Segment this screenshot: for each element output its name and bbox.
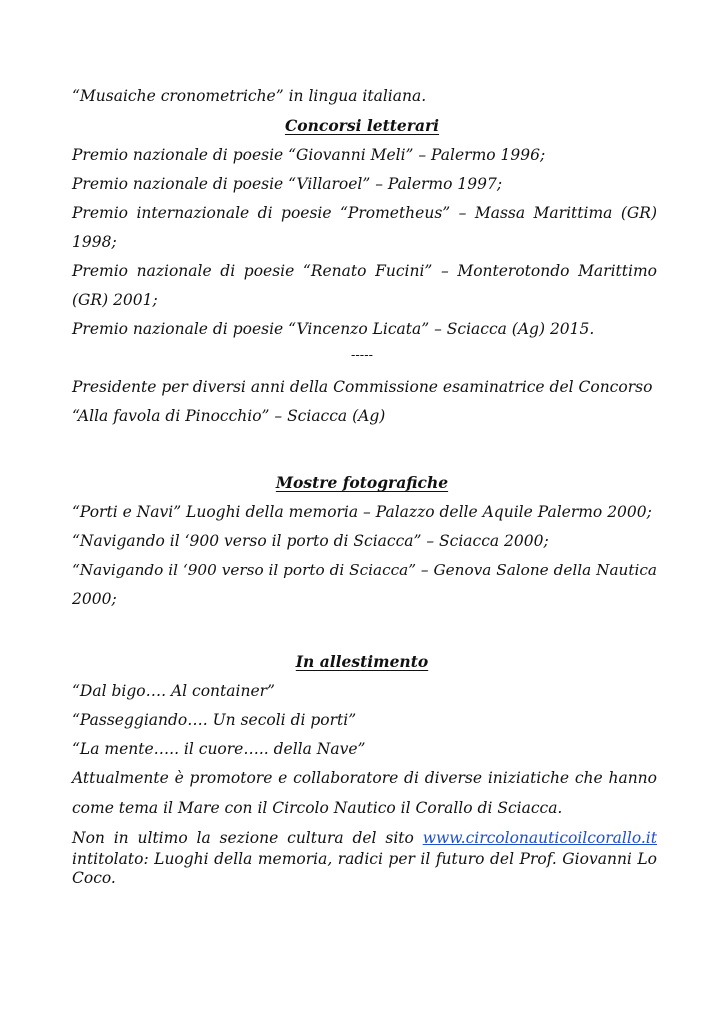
concorsi-line: Premio internazionale di poesie “Prometheus” – Massa Marittima (GR) <box>72 204 657 222</box>
allestimento-line: Attualmente è promotore e collaboratore di diverse iniziatiche che hanno <box>72 769 657 787</box>
president-line: Presidente per diversi anni della Commissione esaminatrice del Concorso <box>72 378 653 396</box>
section-title-concorsi: Concorsi letterari <box>284 116 440 135</box>
concorsi-line: Premio nazionale di poesie “Vincenzo Licata” – Sciacca (Ag) 2015. <box>72 320 595 338</box>
closing-line: Coco. <box>72 869 116 887</box>
concorsi-line: 1998; <box>72 233 117 251</box>
mostre-line: “Navigando il ‘900 verso il porto di Sciacca” – Genova Salone della Nautica <box>72 561 657 579</box>
closing-prefix: Non in ultimo la sezione cultura del sito <box>72 829 423 847</box>
mostre-line: “Porti e Navi” Luoghi della memoria – Palazzo delle Aquile Palermo 2000; <box>72 503 652 521</box>
president-line: “Alla favola di Pinocchio” – Sciacca (Ag) <box>72 407 386 425</box>
section-title-mostre: Mostre fotografiche <box>275 473 449 492</box>
concorsi-line: Premio nazionale di poesie “Villaroel” – Palermo 1997; <box>72 175 503 193</box>
mostre-line: 2000; <box>72 590 117 608</box>
website-link[interactable]: www.circolonauticoilcorallo.it <box>422 829 657 847</box>
intro-line: “Musaiche cronometriche” in lingua italiana. <box>72 87 427 105</box>
concorsi-line: Premio nazionale di poesie “Renato Fucini” – Monterotondo Marittimo <box>72 262 657 280</box>
allestimento-line: “La mente….. il cuore….. della Nave” <box>72 740 366 758</box>
closing-line: intitolato: Luoghi della memoria, radici per il futuro del Prof. Giovanni Lo <box>72 850 657 868</box>
concorsi-line: (GR) 2001; <box>72 291 158 309</box>
allestimento-line: “Passeggiando…. Un secoli di porti” <box>72 711 357 729</box>
closing-line <box>72 828 657 848</box>
mostre-line: “Navigando il ‘900 verso il porto di Sciacca” – Sciacca 2000; <box>72 532 549 550</box>
separator: ----- <box>351 348 373 363</box>
allestimento-line: “Dal bigo…. Al container” <box>72 682 275 700</box>
concorsi-line: Premio nazionale di poesie “Giovanni Meli” – Palermo 1996; <box>72 146 546 164</box>
allestimento-line: come tema il Mare con il Circolo Nautico il Corallo di Sciacca. <box>72 799 563 817</box>
section-title-allestimento: In allestimento <box>295 652 429 671</box>
